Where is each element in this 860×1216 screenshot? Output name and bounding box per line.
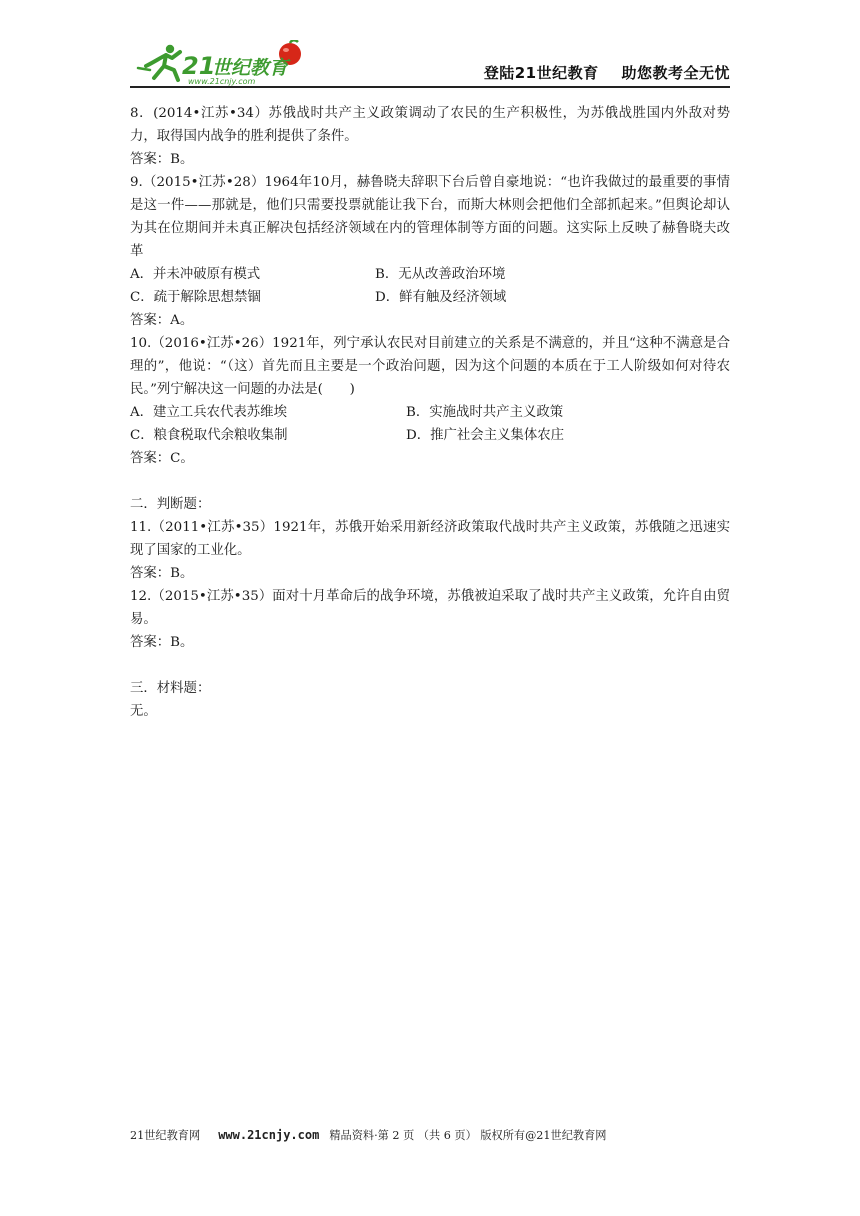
option-d: D．鲜有触及经济领域 <box>375 290 507 305</box>
footer-page-info: 精品资料·第 2 页 （共 6 页） 版权所有@21世纪教育网 <box>329 1129 607 1142</box>
section-title-judgement: 二．判断题： <box>130 497 211 512</box>
options-row <box>130 263 730 286</box>
svg-text:21: 21 <box>182 52 216 80</box>
option-a: A．并未冲破原有模式 <box>130 267 261 282</box>
svg-text:www.21cnjy.com: www.21cnjy.com <box>188 77 256 86</box>
header-slogan: 登陆21世纪教育 助您教考全无忧 <box>483 64 730 82</box>
spacer <box>130 470 730 493</box>
document-body <box>130 102 730 723</box>
page-header <box>130 40 730 88</box>
options-row <box>130 401 730 424</box>
option-b: B．无从改善政治环境 <box>375 267 506 282</box>
question-text: 10.（2016•江苏•26）1921年，列宁承认农民对目前建立的关系是不满意的，并且“这种不满意是合理的”，他说：“（这）首先而且主要是一个政治问题，因为这个问题的本质在于工人阶级如何对待农民。”列宁解决这一问题的办法是( ) <box>130 336 730 397</box>
page-footer <box>130 1125 730 1146</box>
spacer <box>130 654 730 677</box>
option-d: D．推广社会主义集体农庄 <box>406 428 565 443</box>
question-text: 9.（2015•江苏•28）1964年10月，赫鲁晓夫辞职下台后曾自豪地说：“也许我做过的最重要的事情是这一件——那就是，他们只需要投票就能让我下台，而斯大林则会把他们全部抓起来。”但舆论却认为其在位期间并未真正解决包括经济领域在内的管理体制等方面的问题。这实际上反映了赫鲁晓夫改革 <box>130 175 730 259</box>
answer-line: 答案：A。 <box>130 313 194 328</box>
question-11 <box>130 516 730 585</box>
question-text: 11.（2011•江苏•35）1921年，苏俄开始采用新经济政策取代战时共产主义政策，苏俄随之迅速实现了国家的工业化。 <box>130 520 730 558</box>
footer-site-name: 21世纪教育网 <box>130 1129 201 1142</box>
answer-line: 答案：B。 <box>130 635 194 650</box>
question-9 <box>130 171 730 332</box>
answer-line: 答案：C。 <box>130 451 194 466</box>
option-c: C．疏于解除思想禁锢 <box>130 290 261 305</box>
question-8 <box>130 102 730 171</box>
question-12 <box>130 585 730 654</box>
site-logo <box>132 40 310 86</box>
footer-url-link[interactable]: www.21cnjy.com <box>218 1128 320 1142</box>
answer-line: 答案：B。 <box>130 152 194 167</box>
section-body: 无。 <box>130 704 157 719</box>
option-b: B．实施战时共产主义政策 <box>406 405 564 420</box>
header-divider <box>130 86 730 88</box>
question-text: 8．(2014•江苏•34）苏俄战时共产主义政策调动了农民的生产积极性，为苏俄战胜国内外敌对势力，取得国内战争的胜利提供了条件。 <box>130 106 730 144</box>
option-a: A．建立工兵农代表苏维埃 <box>130 405 287 420</box>
question-10 <box>130 332 730 470</box>
section-title-material: 三．材料题： <box>130 681 211 696</box>
svg-text:世纪教育: 世纪教育 <box>212 57 289 79</box>
option-c: C．粮食税取代余粮收集制 <box>130 428 288 443</box>
answer-line: 答案：B。 <box>130 566 194 581</box>
question-text: 12.（2015•江苏•35）面对十月革命后的战争环境，苏俄被迫采取了战时共产主义政策，允许自由贸易。 <box>130 589 730 627</box>
options-row <box>130 286 730 309</box>
options-row <box>130 424 730 447</box>
